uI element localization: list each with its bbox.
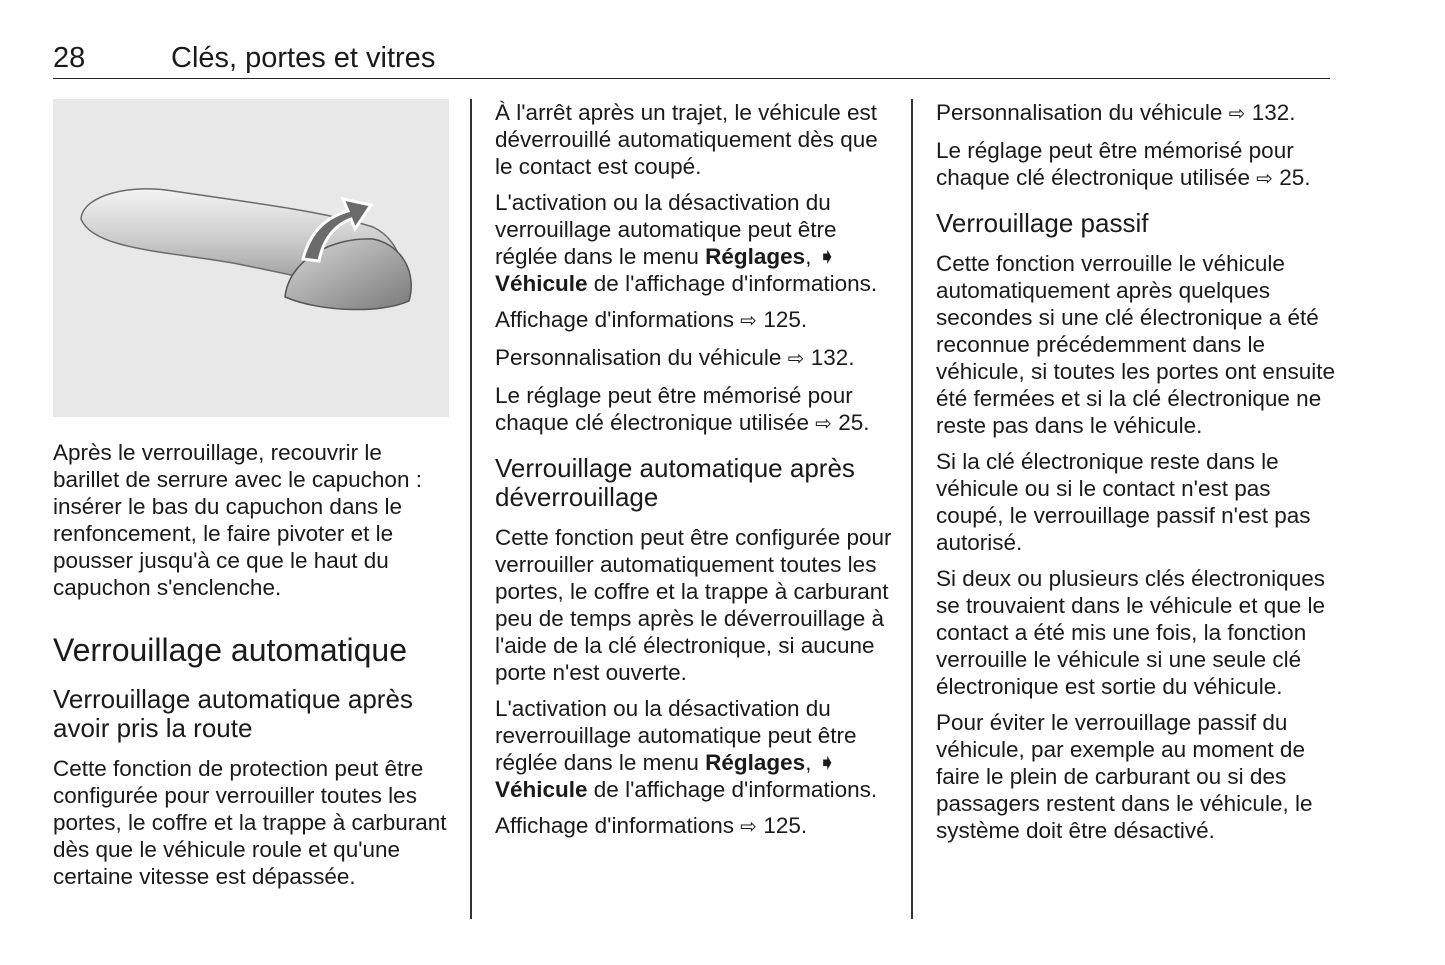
cross-reference: Personnalisation du véhicule ⇨ 132. [936,100,1296,125]
page-number: 28 [53,42,86,74]
paragraph: Pour éviter le verrouillage passif du véhicule, par exemple au moment de faire le plein de carburant ou si des passagers restent dans le véhicule, le système doit être désactivé. [936,710,1313,843]
cross-reference-arrow-icon: ⇨ [1228,103,1246,125]
paragraph: Si deux ou plusieurs clés électroniques se trouvaient dans le véhicule et que le contact a été mis une fois, la fonction verrouille le véhicule si une seule clé électronique est sortie du véhicule. [936,566,1326,699]
cross-reference-arrow-icon: ⇨ [740,310,758,332]
cross-reference: Personnalisation du véhicule ⇨ 132. [495,345,855,370]
paragraph: Le réglage peut être mémorisé pour chaque clé électronique utilisée ⇨ 25. [936,138,1311,190]
column-divider [470,99,472,919]
paragraph: Après le verrouillage, recouvrir le barillet de serrure avec le capuchon : insérer le bas du capuchon dans le renfoncement, le faire pivoter et le pousser jusqu'à ce que le haut du capuchon s'enclenche. [53,440,422,600]
column-middle [495,99,895,850]
menu-name: Réglages [705,750,806,775]
paragraph: Si la clé électronique reste dans le véhicule ou si le contact n'est pas coupé, le verrouillage passif n'est pas autorisé. [936,449,1311,555]
cross-reference: Affichage d'informations ⇨ 125. [495,307,808,332]
paragraph: Le réglage peut être mémorisé pour chaque clé électronique utilisée ⇨ 25. [495,383,870,435]
cross-reference-arrow-icon: ⇨ [815,413,832,435]
paragraph: Cette fonction peut être configurée pour verrouiller automatiquement toutes les portes, le coffre et la trappe à carburant peu de temps après le déverrouillage à l'aide de la clé électronique, si aucune porte n'est ouverte. [495,525,892,685]
subsection-heading: Verrouillage passif [936,208,1149,238]
subsection-heading: Verrouillage automatique après avoir pris la route [53,684,413,743]
column-divider [911,99,913,919]
paragraph: L'activation ou la désactivation du reverrouillage automatique peut être réglée dans le menu Réglages, ➧ Véhicule de l'affichage d'informations. [495,696,878,802]
cross-reference: Affichage d'informations ⇨ 125. [495,813,808,838]
menu-name: Véhicule [495,777,588,802]
column-right [936,99,1336,853]
subsection-heading: Verrouillage automatique après déverrouillage [495,453,855,512]
paragraph: Cette fonction de protection peut être configurée pour verrouiller toutes les portes, le coffre et la trappe à carburant dès que le véhicule roule et qu'une certaine vitesse est dépassée. [53,756,447,889]
cross-reference-arrow-icon: ⇨ [787,348,805,370]
column-left [53,99,453,899]
cross-reference-arrow-icon: ⇨ [1256,168,1273,190]
page-header [53,40,1330,79]
section-heading: Verrouillage automatique [53,632,408,668]
door-handle-icon [53,99,449,417]
menu-name: Réglages [705,244,806,269]
menu-name: Véhicule [495,271,588,296]
chapter-title: Clés, portes et vitres [171,42,436,74]
paragraph: L'activation ou la désactivation du verrouillage automatique peut être réglée dans le menu Réglages, ➧ Véhicule de l'affichage d'informations. [495,190,878,296]
paragraph: À l'arrêt après un trajet, le véhicule est déverrouillé automatiquement dès que le contact est coupé. [495,100,878,179]
door-handle-illustration [53,99,449,417]
cross-reference-arrow-icon: ⇨ [740,816,758,838]
paragraph: Cette fonction verrouille le véhicule automatiquement après quelques secondes si une clé électronique a été reconnue précédemment dans le véhicule, si toutes les portes ont ensuite été fermées et si la clé électronique ne reste pas dans le véhicule. [936,251,1335,438]
